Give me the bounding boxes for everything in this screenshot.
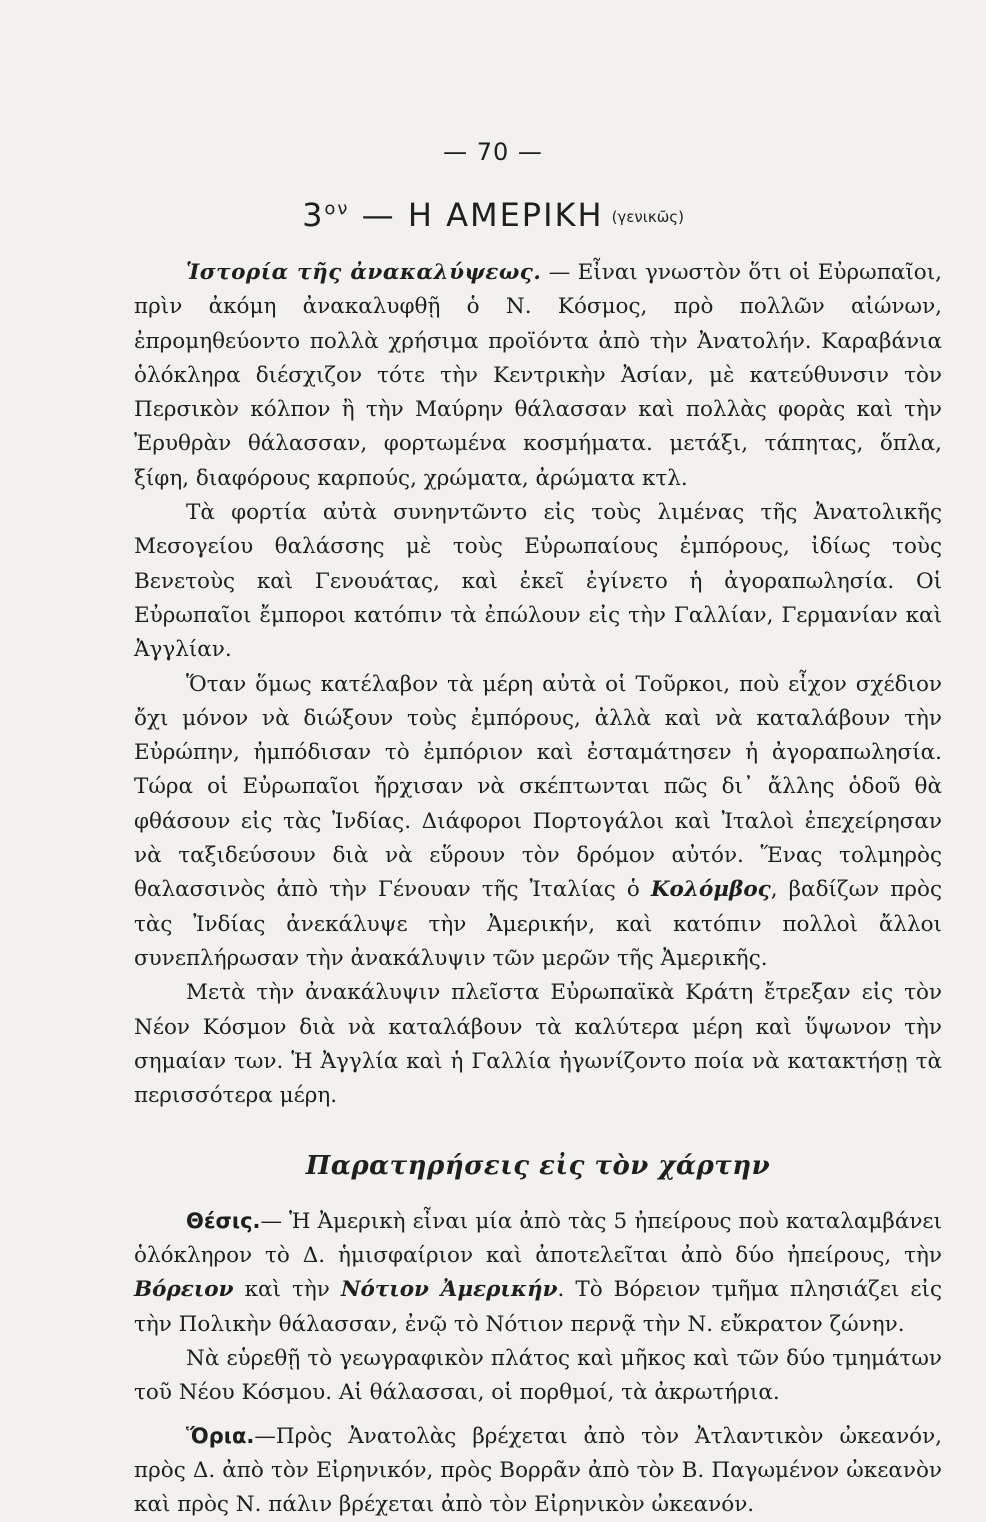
- history-paragraph-3: [134, 668, 942, 977]
- page-number: — 70 —: [0, 138, 986, 166]
- history-lead: Ἱστορία τῆς ἀνακαλύψεως.: [186, 260, 541, 285]
- position-paragraph: [134, 1204, 942, 1342]
- position-lead: Θέσις.: [186, 1209, 261, 1233]
- history-paragraph-2: Τὰ φορτία αὐτὰ συνηντῶντο εἰς τοὺς λιμένας τῆς Ἀνατολικῆς Μεσογείου θαλάσσης μὲ τοὺς Εὐρωπαίους ἐμπόρους, ἰδίως τοὺς Βενετοὺς καὶ Γενουάτας, καὶ ἐκεῖ ἐγίνετο ἡ ἀγοραπωλησία. Οἱ Εὐρωπαῖοι ἔμποροι κατόπιν τὰ ἐπώλουν εἰς τὴν Γαλλίαν, Γερμανίαν καὶ Ἀγγλίαν.: [134, 496, 942, 667]
- history-paragraph-4: Μετὰ τὴν ἀνακάλυψιν πλεῖστα Εὐρωπαϊκὰ Κράτη ἔτρεξαν εἰς τὸν Νέον Κόσμον διὰ νὰ καταλάβουν τὰ καλύτερα μέρη καὶ ὕψωνον τὴν σημαίαν των. Ἡ Ἀγγλία καὶ ἡ Γαλλία ἠγωνίζοντο ποία νὰ κατακτήσῃ τὰ περισσότερα μέρη.: [134, 976, 942, 1113]
- chapter-subtitle: (γενικῶς): [612, 208, 684, 226]
- columbus-name: Κολόμβος: [651, 877, 771, 902]
- map-section-heading: Παρατηρήσεις εἰς τὸν χάρτην: [134, 1149, 942, 1183]
- position-exercise-paragraph: Νὰ εὑρεθῇ τὸ γεωγραφικὸν πλάτος καὶ μῆκος καὶ τῶν δύο τμημάτων τοῦ Νέου Κόσμου. Αἱ θάλασσαι, οἱ πορθμοί, τὰ ἀκρωτήρια.: [134, 1342, 942, 1411]
- history-text-3a: Ὅταν ὅμως κατέλαβον τὰ μέρη αὐτὰ οἱ Τοῦρκοι, ποὺ εἶχον σχέδιον ὄχι μόνον νὰ διώξουν τοὺς ἐμπόρους, ἀλλὰ καὶ νὰ καταλάβουν τὴν Εὐρώπην, ἠμπόδισαν τὸ ἐμπόριον καὶ ἐσταμάτησεν ἡ ἀγοραπωλησία. Τώρα οἱ Εὐρωπαῖοι ἤρχισαν νὰ σκέπτωνται πῶς δι᾿ ἄλλης ὁδοῦ θὰ φθάσουν εἰς τὰς Ἰνδίας. Διάφοροι Πορτογάλοι καὶ Ἰταλοὶ ἐπεχείρησαν νὰ ταξιδεύσουν διὰ νὰ εὕρουν τὸν δρόμον αὐτόν. Ἕνας τολμηρὸς θαλασσινὸς ἀπὸ τὴν Γένουαν τῆς Ἰταλίας ὁ: [134, 672, 942, 903]
- south-america-term: Νότιον Ἀμερικήν: [341, 1277, 558, 1302]
- north-america-term: Βόρειον: [134, 1277, 234, 1302]
- position-text-a: — Ἡ Ἀμερικὴ εἶναι μία ἀπὸ τὰς 5 ἠπείρους ποὺ καταλαμβάνει ὁλόκληρον τὸ Δ. ἡμισφαίριον καὶ ἀποτελεῖται ἀπὸ δύο ἠπείρους, τὴν: [134, 1209, 942, 1268]
- history-paragraph-1: [134, 256, 942, 496]
- position-text-c: . Τὸ Βόρειον τμῆμα πλησιάζει εἰς τὴν Πολικὴν θάλασσαν, ἐνῷ τὸ Νότιον περνᾷ τὴν Ν. εὔκρατον ζώνην.: [134, 1277, 942, 1336]
- chapter-number: 3: [302, 196, 324, 234]
- chapter-number-suffix: ον: [324, 198, 349, 219]
- borders-lead: Ὅρια.: [186, 1424, 254, 1448]
- borders-text: —Πρὸς Ἀνατολὰς βρέχεται ἀπὸ τὸν Ἀτλαντικὸν ὠκεανόν, πρὸς Δ. ἀπὸ τὸν Εἰρηνικόν, πρὸς Βορρᾶν ἀπὸ τὸν Β. Παγωμένον ὠκεανὸν καὶ πρὸς Ν. πάλιν βρέχεται ἀπὸ τὸν Εἰρηνικὸν ὠκεανόν.: [134, 1424, 942, 1518]
- chapter-name: — Η ΑΜΕΡΙΚΗ: [350, 196, 604, 234]
- borders-paragraph: [134, 1419, 942, 1522]
- history-text-1: — Εἶναι γνωστὸν ὅτι οἱ Εὐρωπαῖοι, πρὶν ἀκόμη ἀνακαλυφθῇ ὁ Ν. Κόσμος, πρὸ πολλῶν αἰώνων, ἐπρομηθεύοντο πολλὰ χρήσιμα προϊόντα ἀπὸ τὴν Ἀνατολήν. Καραβάνια ὁλόκληρα διέσχιζον τότε τὴν Κεντρικὴν Ἀσίαν, μὲ κατεύθυνσιν τὸν Περσικὸν κόλπον ἢ τὴν Μαύρην θάλασσαν καὶ πολλὰς φορὰς καὶ τὴν Ἐρυθρὰν θάλασσαν, φορτωμένα κοσμήματα. μετάξι, τάπητας, ὅπλα, ξίφη, διαφόρους καρπούς, χρώματα, ἀρώματα κτλ.: [134, 260, 942, 491]
- chapter-title-main: [302, 196, 604, 234]
- history-text-3b: , βαδίζων πρὸς τὰς Ἰνδίας ἀνεκάλυψε τὴν Ἀμερικήν, καὶ κατόπιν πολλοὶ ἄλλοι συνεπλήρωσαν τὴν ἀνακάλυψιν τῶν μερῶν τῆς Ἀμερικῆς.: [134, 877, 942, 971]
- page-body: [134, 256, 942, 1522]
- chapter-title: [0, 196, 986, 234]
- position-text-b: καὶ τὴν: [234, 1277, 341, 1302]
